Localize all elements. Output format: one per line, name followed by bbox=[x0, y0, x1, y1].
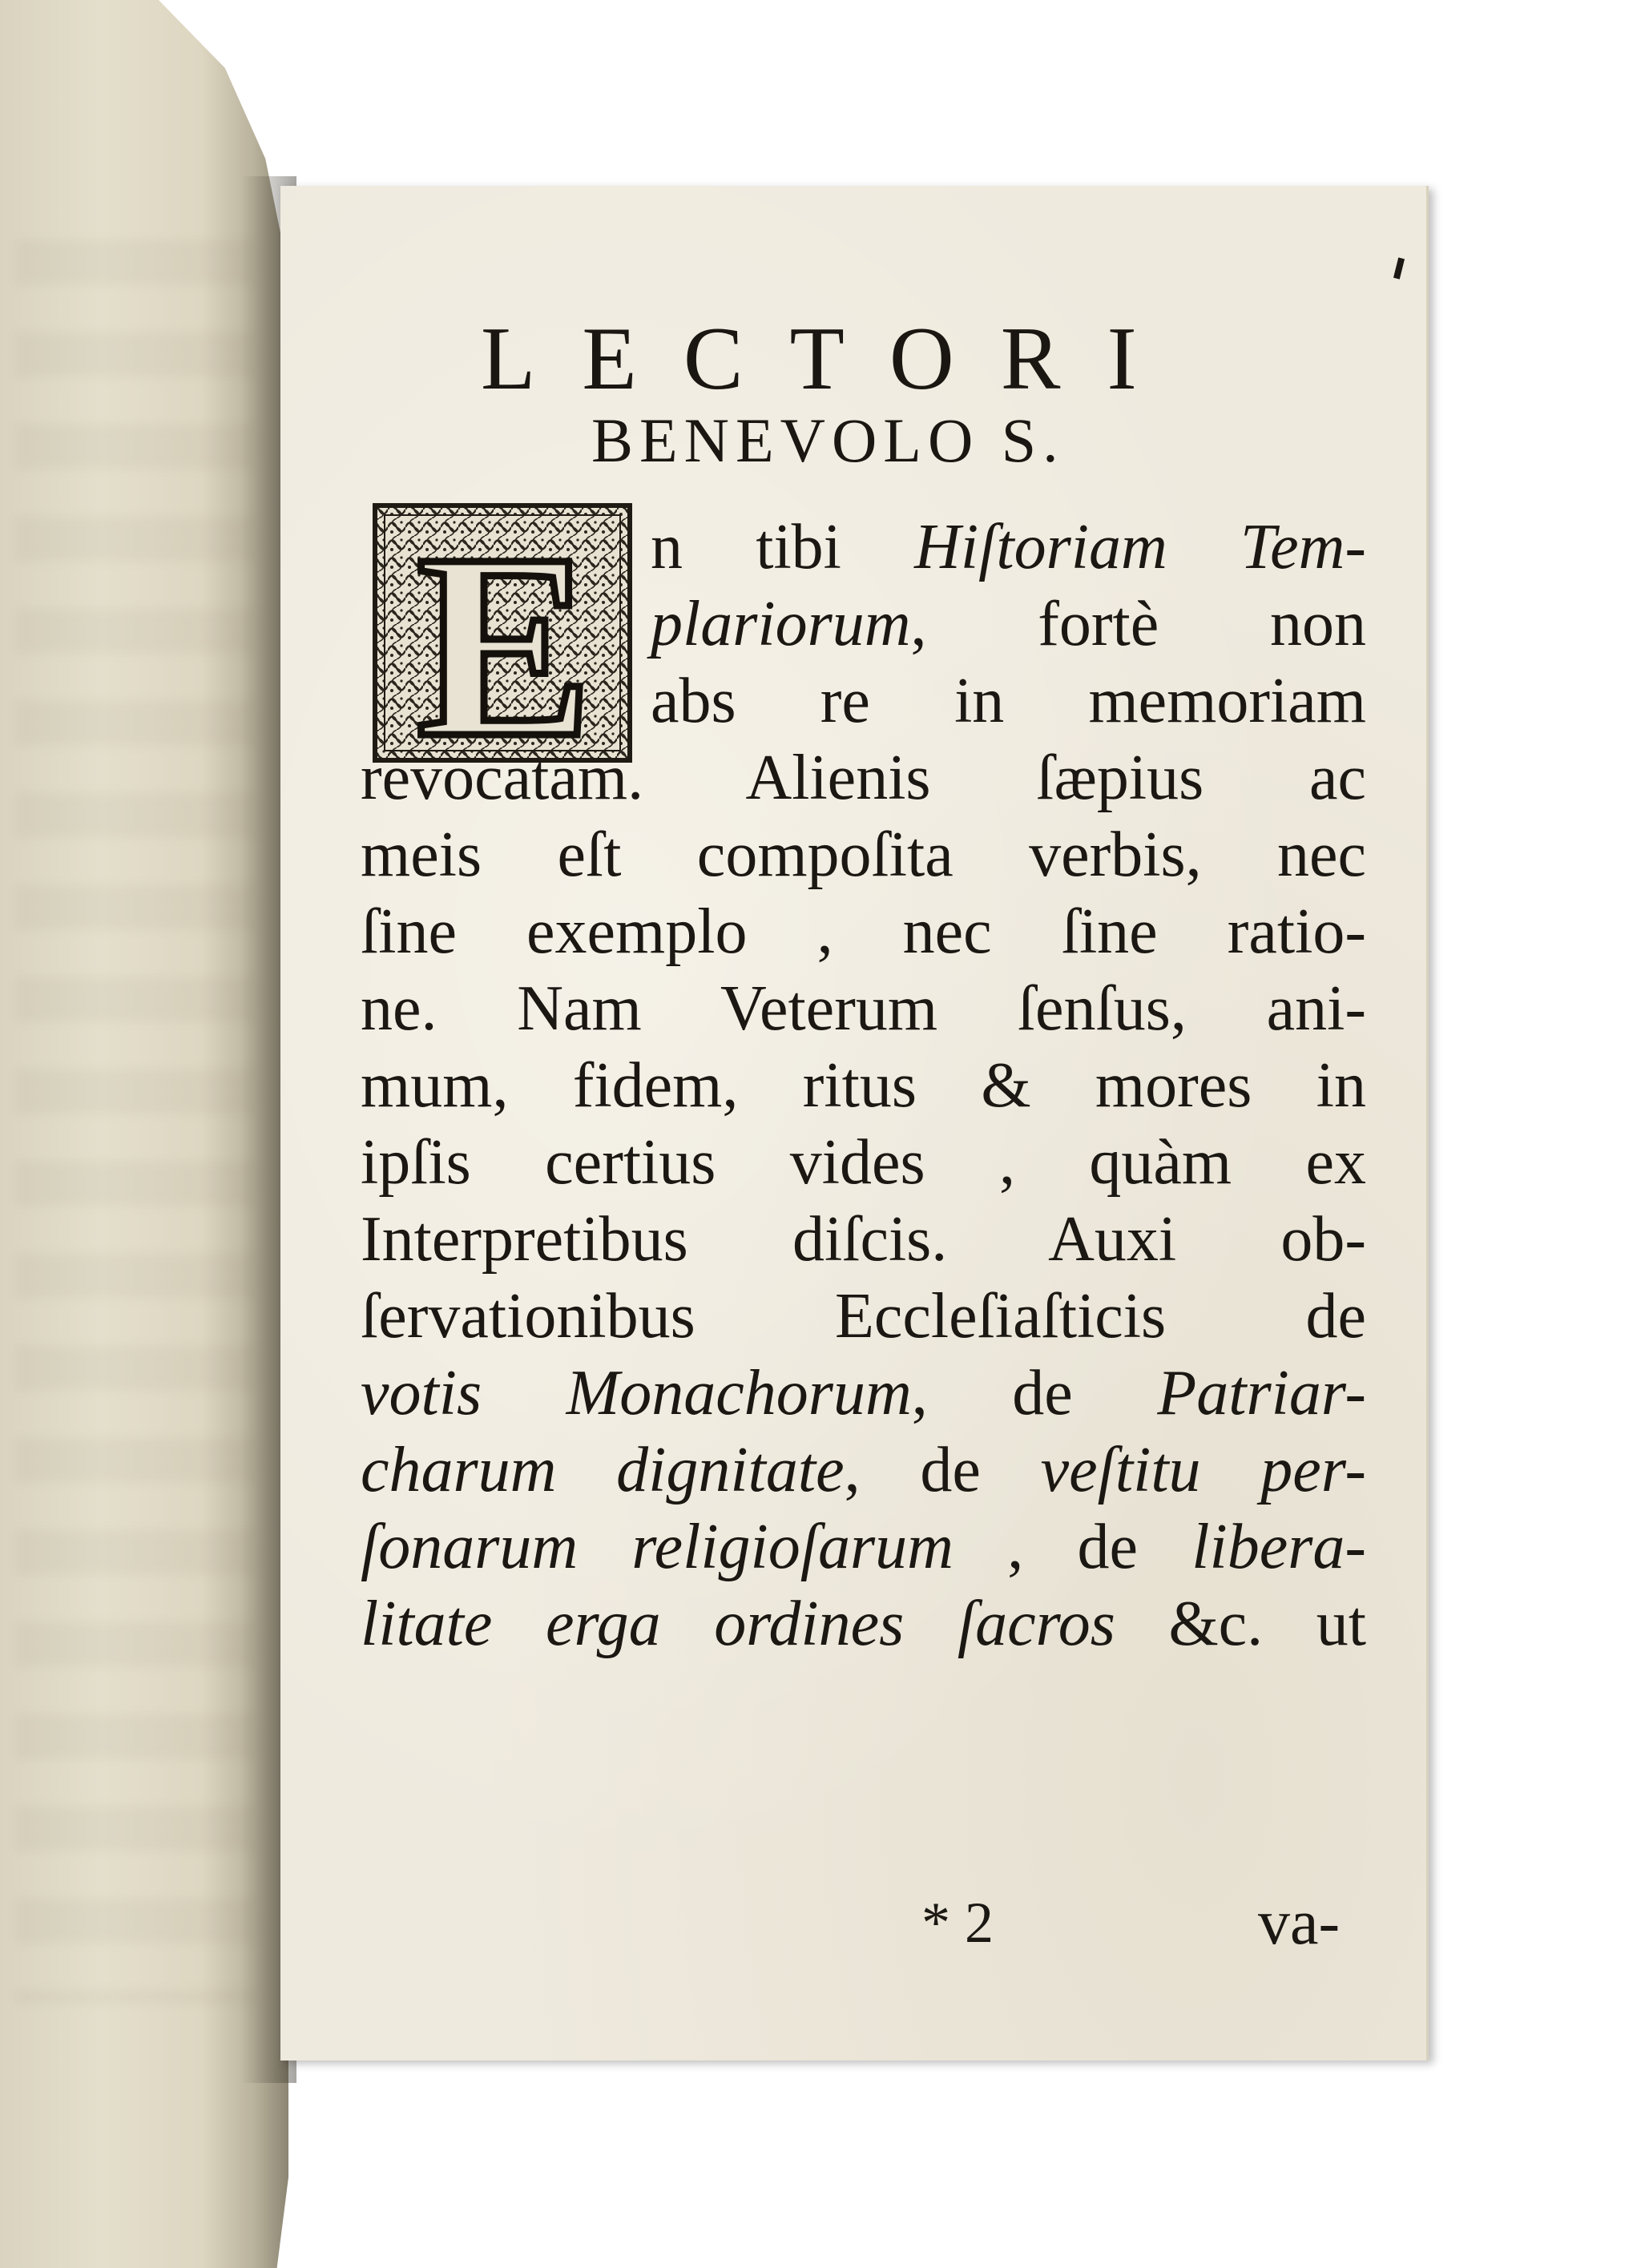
italic-text-segment: litate erga ordines ſacros bbox=[361, 1589, 1115, 1659]
text-segment: &c. ut bbox=[1115, 1589, 1366, 1659]
italic-text-segment: libera- bbox=[1191, 1512, 1366, 1582]
text-segment: Interpretibus diſcis. Auxi ob- bbox=[361, 1204, 1366, 1275]
text-line bbox=[361, 739, 1366, 816]
decorated-initial-e bbox=[370, 501, 639, 769]
text-line bbox=[361, 1509, 1366, 1585]
text-line bbox=[361, 1124, 1366, 1201]
initial-letter-glyph bbox=[417, 501, 593, 769]
page-heading: LECTORI bbox=[481, 309, 1183, 409]
text-line bbox=[361, 893, 1366, 970]
svg-text:E: E bbox=[416, 501, 594, 769]
signature-mark: * 2 bbox=[921, 1891, 994, 1955]
italic-text-segment: plariorum bbox=[651, 589, 911, 659]
text-line bbox=[361, 1201, 1366, 1278]
text-line bbox=[361, 1355, 1366, 1432]
text-line bbox=[361, 1585, 1366, 1662]
text-segment: , de bbox=[911, 1358, 1158, 1428]
text-segment: ſine exemplo , nec ſine ratio- bbox=[361, 896, 1366, 967]
page-subheading: BENEVOLO S. bbox=[591, 405, 1065, 475]
italic-text-segment: Hiſtoriam Tem- bbox=[914, 512, 1366, 582]
text-segment: , de bbox=[953, 1512, 1192, 1582]
left-page-bleed-through bbox=[16, 240, 256, 2003]
text-segment: ipſis certius vides , quàm ex bbox=[361, 1127, 1366, 1198]
text-segment: meis eſt compoſita verbis, nec bbox=[361, 820, 1366, 890]
text-line bbox=[361, 970, 1366, 1047]
italic-text-segment: Patriar- bbox=[1157, 1358, 1366, 1428]
text-line bbox=[361, 1047, 1366, 1124]
italic-text-segment: ſonarum religioſarum bbox=[361, 1512, 954, 1582]
text-line bbox=[651, 509, 1366, 586]
text-segment: , fortè non bbox=[910, 589, 1366, 659]
italic-text-segment: veſtitu per- bbox=[1040, 1435, 1366, 1505]
text-segment: ſervationibus Eccleſiaſticis de bbox=[361, 1281, 1366, 1352]
text-segment: , de bbox=[844, 1435, 1041, 1505]
text-line bbox=[651, 586, 1366, 663]
catchword: va- bbox=[1258, 1887, 1341, 1958]
text-segment: n tibi bbox=[651, 512, 915, 582]
text-line bbox=[361, 1432, 1366, 1509]
italic-text-segment: charum dignitate bbox=[361, 1435, 845, 1505]
text-segment: ne. Nam Veterum ſenſus, ani- bbox=[361, 973, 1366, 1044]
text-line bbox=[361, 816, 1366, 893]
text-line bbox=[651, 663, 1366, 739]
italic-text-segment: votis Monachorum bbox=[361, 1358, 912, 1428]
text-segment: mum, fidem, ritus & mores in bbox=[361, 1050, 1366, 1121]
text-segment: abs re in memoriam bbox=[651, 666, 1366, 736]
text-segment: revocatam. Alienis ſæpius ac bbox=[361, 743, 1366, 813]
text-line bbox=[361, 1278, 1366, 1355]
